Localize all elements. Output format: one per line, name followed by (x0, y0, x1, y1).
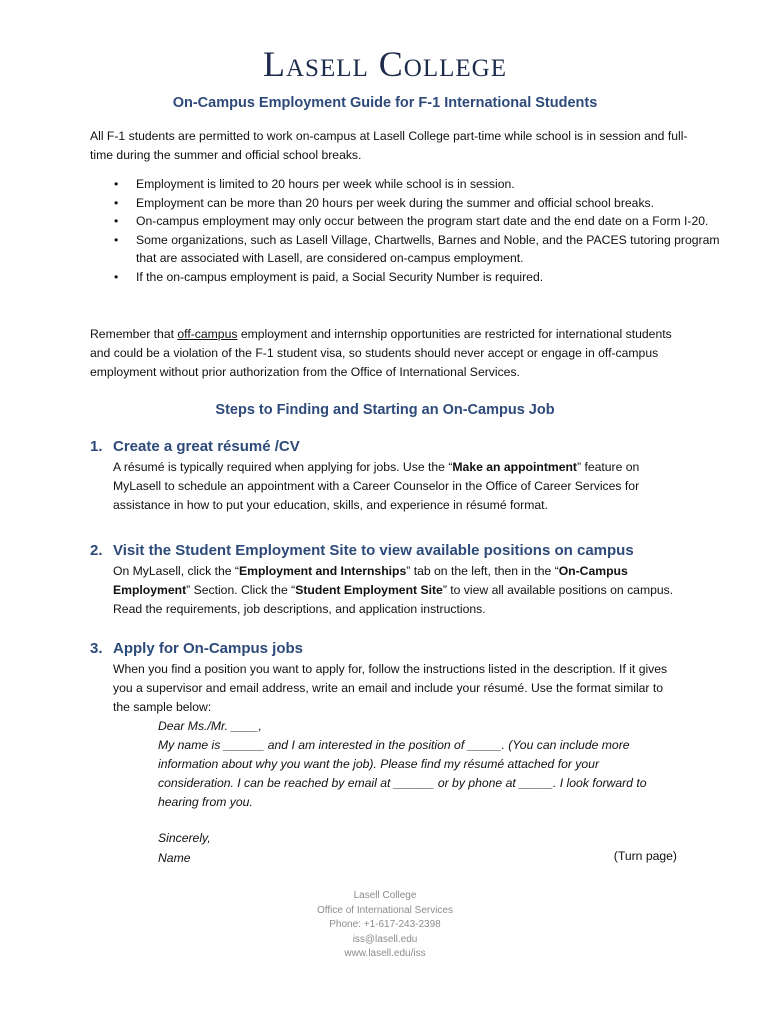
step-text: ” Section. Click the “ (186, 583, 296, 597)
off-campus-underlined: off-campus (177, 327, 238, 341)
step-title: Visit the Student Employment Site to view available positions on campus (113, 542, 634, 559)
step-bold-text: Employment and Internships (238, 564, 407, 578)
step-1-body (113, 458, 683, 515)
letter-body: My name is ______ and I am interested in the position of _____. (You can include more information about why you want the job). Please find my résumé attached for your consideration. I can be reached by email at ______ or by phone at _____. I look forward to hearing from you. (158, 738, 647, 809)
step-1-heading (90, 437, 300, 457)
list-item: • Some organizations, such as Lasell Village, Chartwells, Barnes and Noble, and the PACES tutoring program that are associated with Lasell, are considered on-campus employment. (136, 231, 736, 268)
step-text: ” tab on the left, then in the “ (406, 564, 559, 578)
footer-office: Office of International Services (317, 904, 453, 916)
step-number: 2. (90, 542, 103, 559)
letter-name: Name (158, 851, 191, 865)
step-number: 1. (90, 438, 103, 455)
footer-email: iss@lasell.edu (352, 933, 418, 945)
step-2-heading (90, 541, 634, 561)
list-item: • If the on-campus employment is paid, a Social Security Number is required. (136, 268, 736, 287)
step-title: Apply for On-Campus jobs (113, 640, 304, 657)
footer-contact (0, 889, 770, 962)
step-bold-text: Student Employment Site (295, 583, 443, 597)
footer-org: Lasell College (353, 890, 417, 901)
step-text: A résumé is typically required when applying for jobs. Use the “ (113, 460, 453, 474)
footer-phone: Phone: +1-617-243-2398 (329, 919, 441, 930)
step-number: 3. (90, 640, 103, 657)
letter-salutation: Dear Ms./Mr. ____, (158, 719, 262, 733)
remember-text-2: employment and internship opportunities are restricted for international students and could be a violation of the F-1 student visa, so students should never accept or engage in off-campus employment without prior authorization from the Office of International Services. (90, 327, 672, 379)
college-logo: Lasell College (263, 44, 507, 84)
rules-list (90, 175, 736, 287)
step-3-body: When you find a position you want to apply for, follow the instructions listed in the description. If it gives you a supervisor and email address, write an email and include your résumé. Use the format similar to the sample below: (113, 662, 668, 714)
intro-paragraph: All F-1 students are permitted to work on-campus at Lasell College part-time while school is in session and full-time during the summer and official school breaks. (90, 129, 688, 162)
list-item: • Employment is limited to 20 hours per week while school is in session. (136, 175, 736, 194)
step-text: ” feature on MyLasell to schedule an appointment with a Career Counselor in the Office of Career Services for assistance in how to put your education, skills, and experience in résumé format. (113, 460, 640, 512)
remember-paragraph (90, 325, 690, 382)
letter-closing: Sincerely, (158, 831, 211, 845)
page-title: On-Campus Employment Guide for F-1 International Students (172, 95, 598, 111)
step-text: On MyLasell, click the “ (113, 564, 239, 578)
list-item: • Employment can be more than 20 hours per week during the summer and official school breaks. (136, 194, 736, 213)
list-item: • On-campus employment may only occur between the program start date and the end date on a Form I-20. (136, 212, 736, 231)
step-2-body (113, 562, 683, 619)
remember-text-1: Remember that (90, 327, 178, 341)
step-3-heading (90, 639, 303, 659)
step-bold-text: Make an appointment (452, 460, 577, 474)
footer-website: www.lasell.edu/iss (344, 948, 426, 959)
step-title: Create a great résumé /CV (113, 438, 300, 455)
turn-page-note: (Turn page) (613, 849, 677, 863)
step-bold-text: On-Campus Employment (113, 564, 628, 597)
steps-title: Steps to Finding and Starting an On-Campus Job (215, 402, 555, 418)
step-text: ” to view all available positions on campus. Read the requirements, job descriptions, and application instructions. (113, 583, 674, 616)
